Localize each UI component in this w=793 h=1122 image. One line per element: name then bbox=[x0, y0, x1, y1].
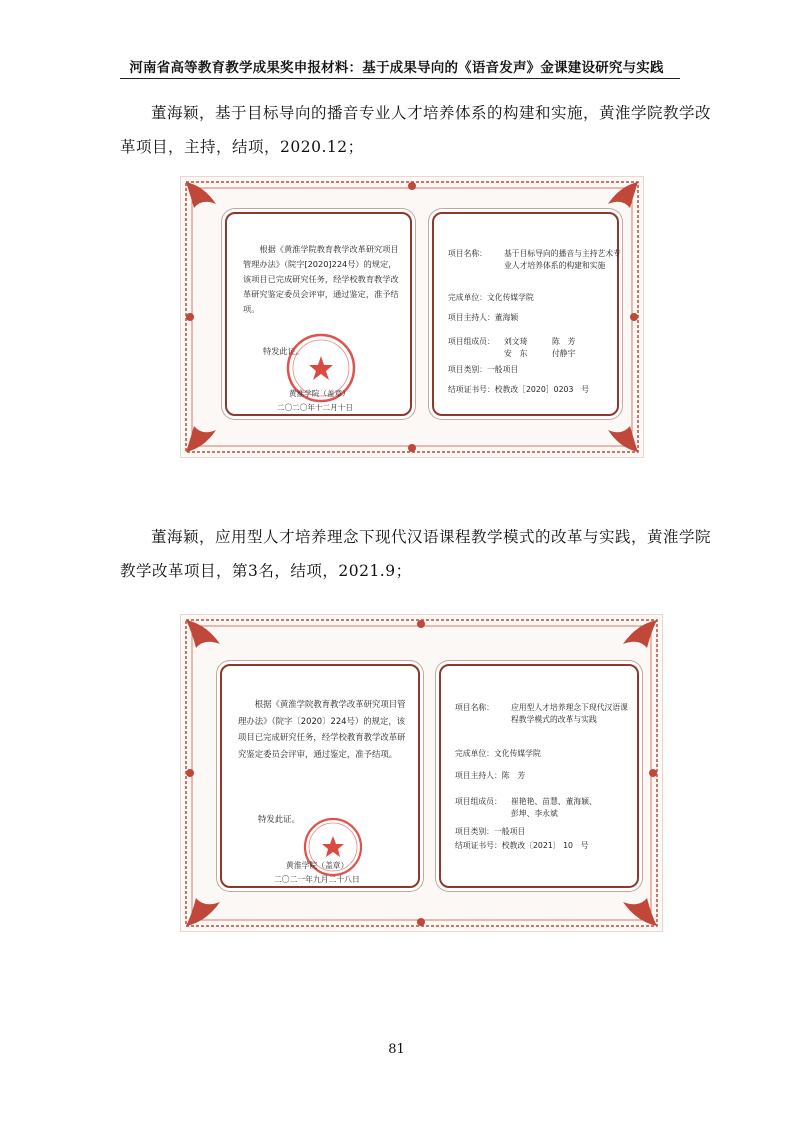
project-name-value: 应用型人才培养理念下现代汉语课程教学模式的改革与实践 bbox=[511, 703, 628, 724]
certificate-issuer: 黄淮学院（盖章） bbox=[289, 389, 350, 398]
project-members-field: 项目组成员： 崔艳艳、苗慧、董海颖、 彭坤、李永斌 bbox=[455, 797, 597, 818]
project-type-field: 项目类别：一般项目 bbox=[455, 827, 526, 836]
project-name-field: 项目名称： 应用型人才培养理念下现代汉语课程教学模式的改革与实践 bbox=[455, 702, 494, 714]
completion-unit-field: 完成单位：文化传媒学院 bbox=[448, 293, 534, 302]
project-type-field: 项目类别：一般项目 bbox=[448, 365, 519, 374]
certificate-body-text: 根据《黄淮学院教育教学改革研究项目管理办法》（院字[2020]224号）的规定，该项目已完成研究任务，经学校教育教学改革研究鉴定委员会评审，通过鉴定，准予结项。 bbox=[243, 244, 399, 314]
project-name-value: 基于目标导向的播音与主持艺术专业人才培养体系的构建和实施 bbox=[504, 249, 621, 270]
certificate-2-right-panel bbox=[439, 664, 639, 888]
completion-unit-field: 完成单位：文化传媒学院 bbox=[455, 749, 541, 758]
certificate-date: 二〇二〇年十二月十日 bbox=[277, 403, 353, 412]
page-number: 81 bbox=[388, 1042, 405, 1057]
certificate-2 bbox=[180, 614, 663, 932]
certificate-2-left-panel bbox=[220, 664, 420, 888]
project-name-field: 项目名称： 基于目标导向的播音与主持艺术专业人才培养体系的构建和实施 bbox=[448, 248, 487, 260]
certificate-body-text: 根据《黄淮学院教育教学改革研究项目管理办法》（院字〔2020〕224号）的规定，该项目已完成研究任务，经学校教育教学改革研究鉴定委员会评审，通过鉴定，准予结项。 bbox=[238, 699, 406, 759]
project-host-field: 项目主持人：陈 芳 bbox=[455, 771, 526, 780]
certificate-special-note: 特发此证。 bbox=[258, 814, 300, 824]
project-members-field: 项目组成员： 刘文琦 陈 芳 安 东 付静宇 bbox=[448, 337, 576, 358]
certificate-1 bbox=[180, 176, 644, 458]
certificate-issuer: 黄淮学院（盖章） bbox=[286, 861, 349, 870]
certificate-1-right-panel bbox=[432, 212, 619, 416]
project-host-field: 项目主持人：董海颖 bbox=[448, 313, 519, 322]
certificate-1-left-panel bbox=[225, 212, 412, 416]
paragraph-1: 董海颖，基于目标导向的播音专业人才培养体系的构建和实施，黄淮学院教学改革项目，主持，结项，2020.12； bbox=[120, 104, 712, 156]
certificate-number-field: 结项证书号：校教改〔2021〕 10 号 bbox=[455, 841, 589, 850]
certificate-special-note: 特发此证。 bbox=[263, 346, 304, 356]
certificate-date: 二〇二一年九月二十八日 bbox=[274, 875, 360, 884]
page-header: 河南省高等教育教学成果奖申报材料：基于成果导向的《语音发声》金课建设研究与实践 bbox=[129, 60, 664, 76]
paragraph-2: 董海颖，应用型人才培养理念下现代汉语课程教学模式的改革与实践，黄淮学院教学改革项目，第3名，结项，2021.9； bbox=[120, 528, 712, 580]
header-rule bbox=[120, 78, 680, 79]
certificate-number-field: 结项证书号：校教改［2020］0203 号 bbox=[448, 385, 590, 394]
